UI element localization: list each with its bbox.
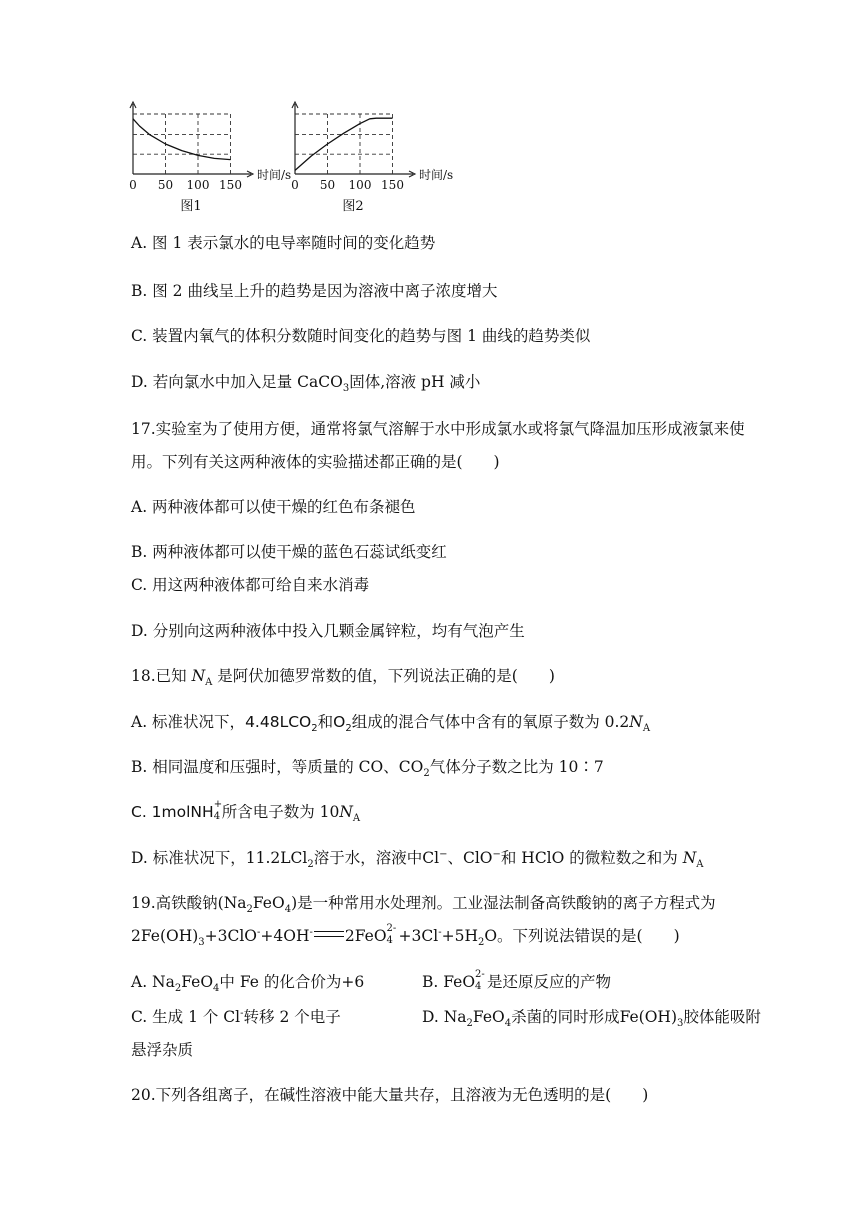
q19-option-a: A. $Na_2FeO_4$中 Fe 的化合价为+6 (131, 973, 365, 995)
q18-c-formula: C. 1molNH (131, 803, 214, 821)
q19-c-text-1: C. 生成 1 个 Cl (131, 1008, 241, 1026)
q19-stem-line-1: 19.高铁酸钠$(Na_2FeO_4)$是一种常用水处理剂。工业湿法制备高铁酸钠的离子方程式为 (131, 894, 716, 916)
q19-a-text-3: 中 Fe 的化合价为+6 (219, 973, 365, 991)
q17-option-b: B. 两种液体都可以使干燥的蓝色石蕊试纸变红 (131, 543, 447, 561)
avogadro-symbol: N (682, 849, 697, 867)
q18-d-text-3: 、ClO (447, 849, 493, 867)
avogadro-subscript: A (352, 813, 361, 825)
x-tick-label: 0 (291, 178, 299, 192)
q18-a-text-2: 组成的混合气体中含有的氧原子数为 0.2 (351, 713, 630, 731)
q16-option-d-sub: 3 (342, 383, 350, 395)
avogadro-subscript: A (205, 677, 213, 689)
figure-caption: 图2 (342, 199, 364, 214)
q18-option-d: D. 标准状况下，11.2LCl$_2$溶于水，溶液中Cl−、ClO−和 HClO 的微粒数之和为 $N_A$ (131, 848, 704, 871)
q17-option-a: A. 两种液体都可以使干燥的红色布条褪色 (131, 498, 416, 516)
q19-d-text-4: 胶体能吸附 (683, 1008, 761, 1026)
avogadro-symbol: N (191, 667, 206, 685)
eq-part-7: O。下列说法错误的是( ) (484, 927, 680, 945)
q17-option-c: C. 用这两种液体都可给自来水消毒 (131, 576, 370, 594)
eq-part-6: +5H (441, 927, 478, 945)
q18-stem (131, 666, 555, 689)
eq-part-1: 2Fe(OH) (131, 927, 199, 945)
q20-stem: 20.下列各组离子，在碱性溶液中能大量共存，且溶液为无色透明的是( ) (131, 1086, 649, 1104)
avogadro-symbol: N (339, 803, 353, 821)
x-axis-label: 时间/s (257, 168, 292, 182)
q19-text-1: 19.高铁酸钠(Na (131, 894, 247, 912)
q18-stem-text: 18.已知 (131, 667, 192, 685)
x-tick-label: 50 (157, 178, 174, 192)
q19-a-text-2: FeO (181, 973, 214, 991)
q16-option-d-rest: 固体,溶液 pH 减小 (349, 373, 481, 391)
q19-option-c: C. 生成 1 个 Cl-转移 2 个电子 (131, 1007, 341, 1026)
q19-option-d: D. $Na_2FeO_4$杀菌的同时形成$Fe(OH)_3$胶体能吸附 (422, 1008, 761, 1030)
q19-c-text-2: 转移 2 个电子 (243, 1008, 341, 1026)
q18-stem-rest: 是阿伏加德罗常数的值，下列说法正确的是( ) (212, 667, 555, 685)
q18-d-text-1: D. 标准状况下，11.2LCl (131, 849, 308, 867)
avogadro-symbol: N (629, 713, 643, 731)
x-tick-label: 150 (381, 178, 404, 192)
eq-part-2: +3ClO (204, 927, 258, 945)
plot-figure-1 (129, 102, 291, 214)
q18-a-formula-2: 和O (317, 713, 346, 731)
eq-part-5: +3Cl (398, 927, 439, 945)
x-tick-label: 50 (319, 178, 336, 192)
figure-caption: 图1 (180, 199, 202, 214)
q19-text-3: )是一种常用水处理剂。工业湿法制备高铁酸钠的离子方程式为 (291, 894, 716, 912)
q19-option-d-continued: 悬浮杂质 (131, 1041, 194, 1059)
x-tick-label: 100 (186, 178, 210, 192)
q17-option-d: D. 分别向这两种液体中投入几颗金属锌粒，均有气泡产生 (131, 622, 525, 640)
x-tick-label: 150 (219, 178, 242, 192)
x-axis-label: 时间/s (419, 168, 454, 182)
q18-a-formula-1: 4.48LCO (245, 713, 312, 731)
x-tick-label: 0 (129, 178, 137, 192)
q17-stem-line-2: 用。下列有关这两种液体的实验描述都正确的是( ) (131, 453, 500, 471)
q19-text-2: FeO (252, 894, 285, 912)
q19-b-text-1: B. FeO (422, 973, 476, 991)
q18-option-b: B. 相同温度和压强时，等质量的 CO、$CO_2$气体分子数之比为 10∶7 (131, 758, 604, 780)
q19-b-text-2: 是还原反应的产物 (487, 973, 612, 991)
figure-plots (115, 100, 455, 220)
data-curve (295, 118, 393, 170)
plot-figure-2 (291, 102, 453, 214)
q16-option-a: A. 图 1 表示氯水的电导率随时间的变化趋势 (131, 234, 436, 252)
avogadro-subscript: A (642, 723, 651, 735)
eq-part-4: 2FeO (344, 927, 387, 945)
q18-d-text-2: 溶于水，溶液中Cl (313, 849, 440, 867)
q16-option-d (131, 372, 481, 395)
q18-d-text-4: 和 HClO 的微粒数之和为 (500, 849, 683, 867)
eq-part-3: +4OH (260, 927, 310, 945)
q18-option-a: A. 标准状况下，$4.48LCO_2$和$O_2$组成的混合气体中含有的氧原子数为 $0.2N_A$ (131, 713, 651, 735)
q18-c-text: 所含电子数为 10 (221, 803, 340, 821)
q19-option-b: B. FeO 2- 4 是还原反应的产物 (422, 969, 612, 992)
avogadro-subscript: A (696, 859, 704, 871)
q19-a-text-1: A. Na (131, 973, 175, 991)
q19-d-text-1: D. Na (422, 1008, 467, 1026)
q19-equation: $2Fe(OH)_3+3ClO^-+4OH^-$ 2FeO 2- 4 $+3Cl^-+5H_2O$。下列说法错误的是( ) (131, 923, 680, 949)
q18-a-text-1: A. 标准状况下， (131, 713, 246, 731)
equals-sign (314, 931, 344, 937)
q16-option-d-text: D. 若向氯水中加入足量 CaCO (131, 373, 343, 391)
q18-option-c: C. 1molNH + 4 所含电子数为 $10N_A$ (131, 799, 361, 825)
data-curve (133, 119, 231, 160)
q17-stem-line-1: 17.实验室为了使用方便，通常将氯气溶解于水中形成氯水或将氯气降温加压形成液氯来使 (131, 420, 745, 438)
q16-option-c: C. 装置内氧气的体积分数随时间变化的趋势与图 1 曲线的趋势类似 (131, 327, 591, 345)
q19-d-text-2: FeO (472, 1008, 505, 1026)
q18-b-text-2: 气体分子数之比为 10∶7 (429, 758, 604, 776)
q18-b-text-1: B. 相同温度和压强时，等质量的 CO、CO (131, 758, 424, 776)
x-tick-label: 100 (348, 178, 372, 192)
q19-d-text-3: 杀菌的同时形成Fe(OH) (511, 1008, 677, 1026)
q16-option-b: B. 图 2 曲线呈上升的趋势是因为溶液中离子浓度增大 (131, 282, 498, 300)
